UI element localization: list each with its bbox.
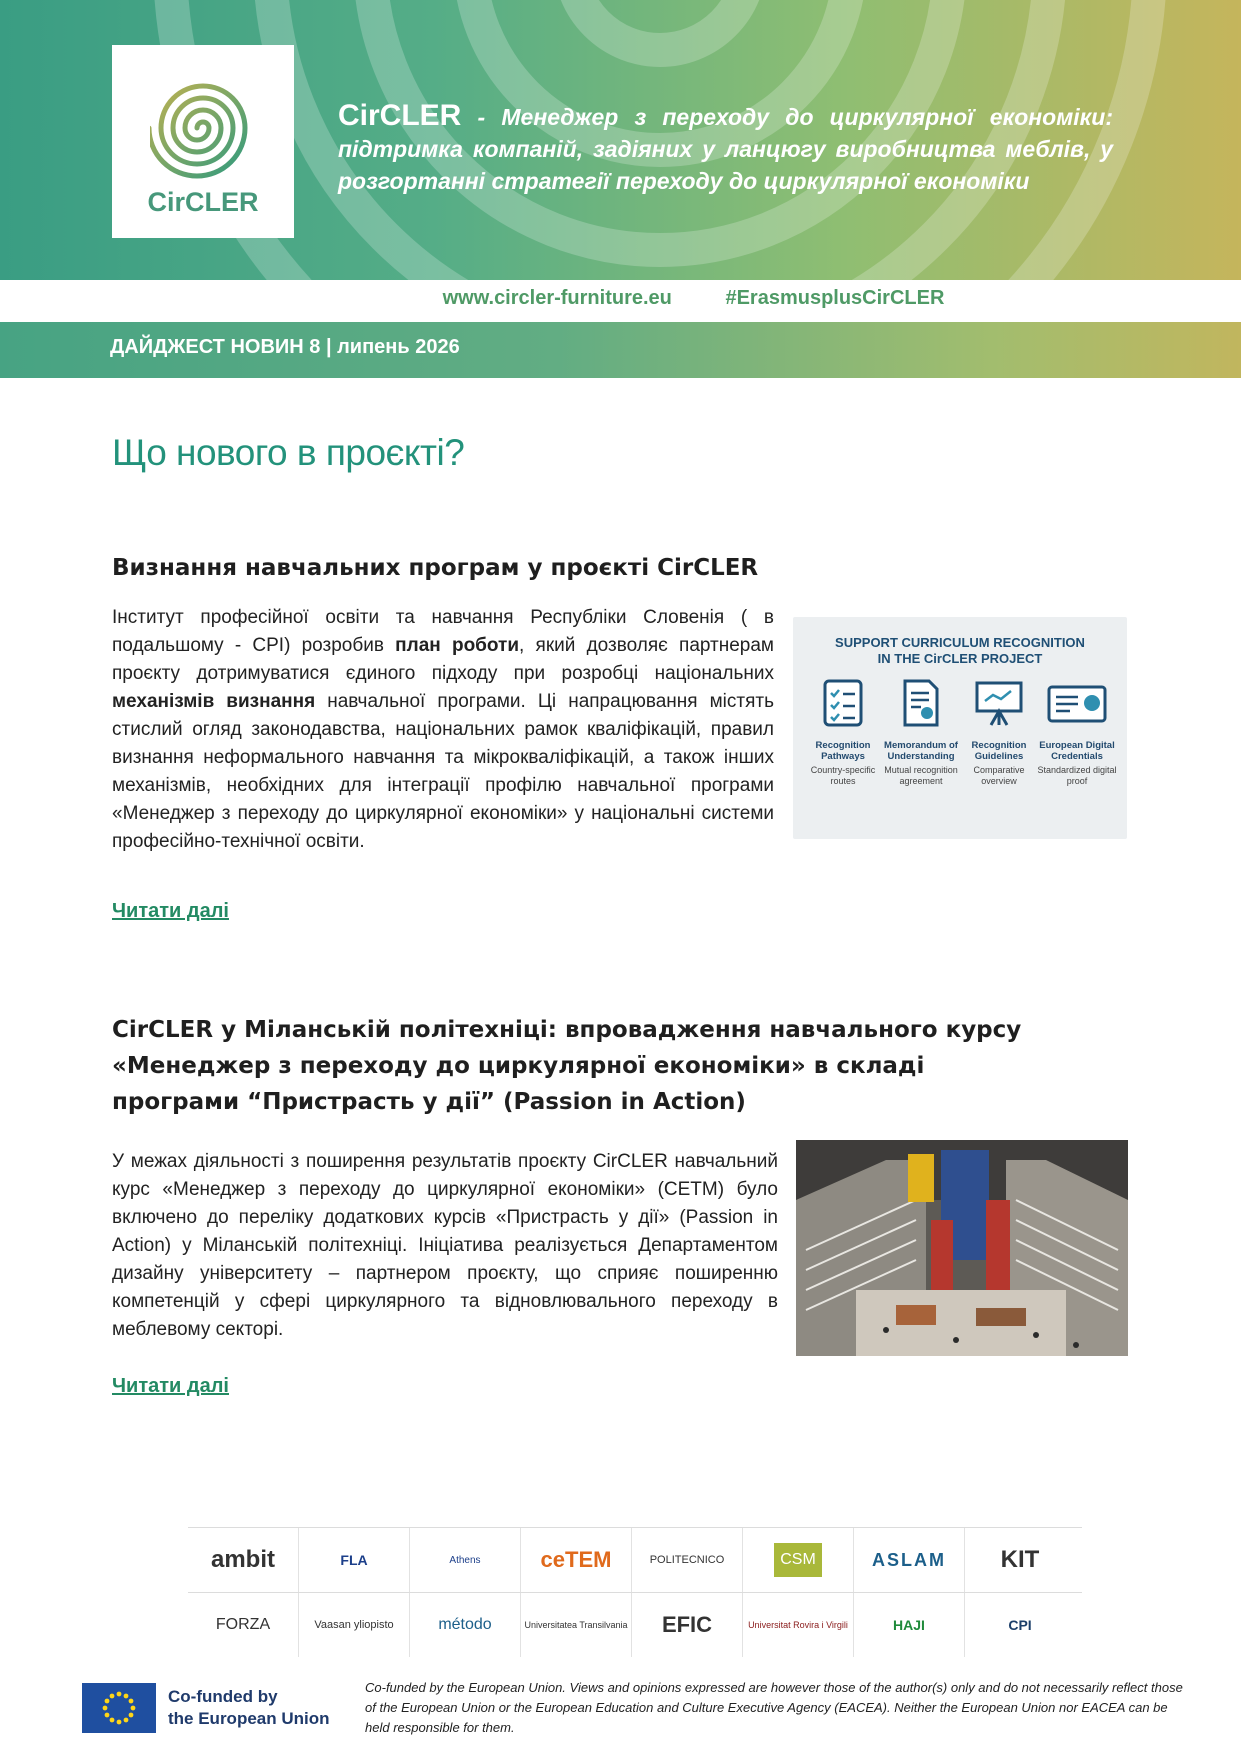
credential-badge-icon [1046,677,1108,729]
partner-logo [409,1528,520,1592]
partner-name: HAJI [893,1617,925,1633]
header-brand: CirCLER [338,99,462,132]
card-title [793,635,1127,667]
article1-bold-2: механізмів визнання [112,691,316,712]
article2-read-more-link[interactable]: Читати далі [112,1375,229,1397]
partner-row-2 [188,1592,1082,1657]
partner-logo [964,1593,1075,1657]
partner-name: Universitat Rovira i Virgili [748,1620,848,1630]
links-bar [0,283,1241,319]
card-item-title: European Digital Credentials [1039,740,1115,762]
partner-logo [631,1593,742,1657]
circler-logo [112,45,294,238]
eu-text-line2: the European Union [168,1709,330,1728]
card-item-memorandum [881,677,961,787]
article1-bold-1: план роботи [395,635,520,656]
digest-bar [0,322,1241,378]
article1-text-1: Інститут професійної освіти та навчання Республіки Словенія ( в подальшому - CPI) розробив [112,607,774,656]
card-item-sub: Standardized digital proof [1037,765,1117,786]
partner-logo [631,1528,742,1592]
eu-stars-icon [82,1683,156,1733]
partner-logo [853,1593,964,1657]
partner-logos [188,1527,1082,1657]
partner-name: método [438,1616,492,1633]
partner-name: Athens [449,1554,481,1566]
article2-body: У межах діяльності з поширення результатів проєкту CirCLER навчальний курс «Менеджер з переходу до циркулярної економіки» (CETM) було включено до переліку додаткових курсів «Пристрасть у дії» (Passion in Action) у Міланській політехніці. Ініціатива реалізується Департаментом дизайну університету – партнером проєкту, що сприяє поширенню компетенцій у сфері циркулярного та відновлювального переходу в меблевому секторі. [112,1151,778,1340]
partner-name: ceTEM [540,1547,612,1572]
card-item-guidelines [959,677,1039,787]
partner-logo [742,1528,853,1592]
header-title [338,100,1113,197]
checklist-icon [821,677,865,729]
partner-name: ambit [210,1546,275,1573]
partner-logo [409,1593,520,1657]
partner-logo [298,1593,409,1657]
card-item-sub: Mutual recognition agreement [884,765,958,786]
article1-text-2: , який дозволяє партнерам проєкту дотримуватися єдиного підходу при розробці національних [112,635,774,684]
card-item-sub: Comparative overview [973,765,1025,786]
website-link[interactable]: www.circler-furniture.eu [442,287,672,309]
digest-label: ДАЙДЖЕСТ НОВИН 8 | липень 2026 [110,336,460,358]
article1-title: Визнання навчальних програм у проєкті CirCLER [112,555,759,581]
partner-name: ASLAM [872,1549,946,1570]
partner-logo [742,1593,853,1657]
card-item-pathways [803,677,883,787]
partner-name: EFIC [661,1612,713,1637]
spiral-logo-icon [150,75,256,181]
logo-text: CirCLER [147,187,259,217]
partner-name: KIT [1000,1546,1040,1573]
partner-logo [188,1528,298,1592]
partner-name: FLA [340,1552,368,1568]
partner-name: FORZA [215,1616,271,1633]
header-banner [0,0,1241,280]
card-item-title: Memorandum of Understanding [884,740,958,762]
partner-name: CSM [774,1543,822,1577]
card-item-sub: Country-specific routes [810,765,876,786]
photo-illustration [796,1140,1128,1356]
partner-logo [520,1528,631,1592]
politecnico-interior-photo [796,1140,1128,1356]
eu-cofunded-text [168,1686,330,1730]
partner-name: Universitatea Transilvania [524,1620,628,1630]
disclaimer-text: Co-funded by the European Union. Views and opinions expressed are however those of the author(s) only and do not necessarily reflect those of the European Union or the European Education and Culture Executive Agency (EACEA). Neither the European Union nor EACEA can be held responsible for them. [365,1680,1183,1735]
partner-logo [298,1528,409,1592]
card-item-title: Recognition Guidelines [971,740,1027,762]
partner-logo [520,1593,631,1657]
partner-logo [188,1593,298,1657]
card-title-line2: IN THE CirCLER PROJECT [877,651,1043,666]
partner-logo [853,1528,964,1592]
partner-row-1 [188,1527,1082,1592]
partner-name: CPI [1008,1617,1032,1633]
eu-text-line1: Co-funded by [168,1687,278,1706]
recognition-infographic [793,617,1127,839]
article1-text-3: навчальної програми. Ці напрацювання містять стислий огляд законодавства, національних рамок кваліфікацій, правил визнання неформального навчання та мікрокваліфікацій, а також інших механізмів, необхідних для інтеграції профілю навчальної програми «Менеджер з переходу до циркулярної економіки» у національні системи професійно-технічної освіти. [112,691,774,852]
eu-flag-icon [82,1683,156,1733]
section-title: Що нового в проєкті? [112,432,465,473]
article2-title: CirCLER у Міланській політехніці: впровадження навчального курсу «Менеджер з переходу до циркулярної економіки» в складі програми “Пристрасть у дії” (Passion in Action) [112,1017,1022,1115]
partner-name: POLITECNICO [649,1554,725,1566]
card-item-credentials [1037,677,1117,787]
hashtag-link[interactable]: #ErasmusplusCirCLER [725,287,945,309]
header-subtitle: - Менеджер з переходу до циркулярної економіки: підтримка компаній, задіяних у ланцюгу виробництва меблів, у розгортанні стратегії переходу до циркулярної економіки [338,104,1113,194]
card-title-line1: SUPPORT CURRICULUM RECOGNITION [835,635,1085,650]
article1-body [112,604,774,856]
partner-logo [964,1528,1075,1592]
certificate-icon [899,677,943,729]
partner-name: Vaasan yliopisto [314,1619,394,1631]
presentation-board-icon [973,677,1025,729]
article1-read-more-link[interactable]: Читати далі [112,900,229,922]
card-item-title: Recognition Pathways [815,740,871,762]
